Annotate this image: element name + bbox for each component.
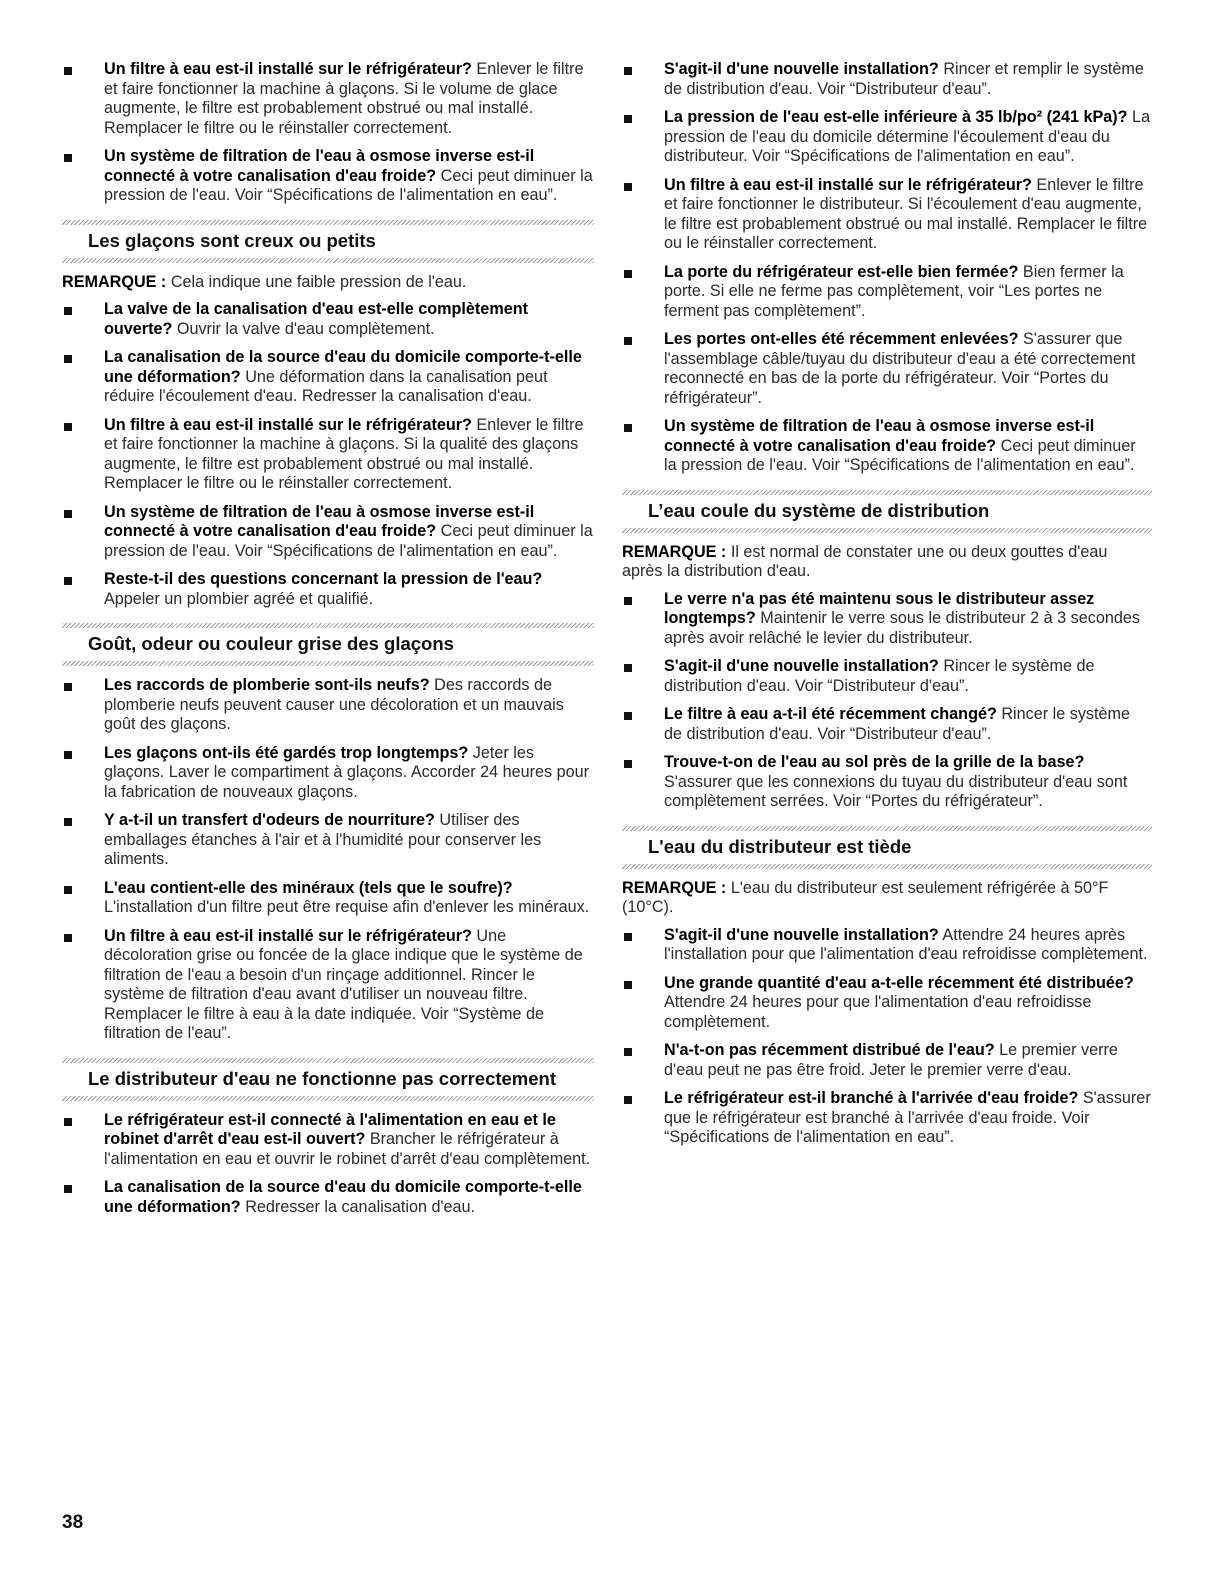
square-bullet-icon — [624, 424, 632, 432]
heading-bottom-rule — [62, 1096, 594, 1101]
item-answer: Maintenir le verre sous le distributeur 2 à 3 secondes après avoir relâché le levier du distributeur. — [664, 609, 1140, 647]
square-bullet-icon — [624, 712, 632, 720]
item-answer: Attendre 24 heures après l'installation pour que l'alimentation d'eau refroidisse complètement. — [664, 925, 1148, 963]
troubleshooting-item — [62, 1111, 594, 1170]
item-question: Un système de filtration de l'eau à osmose inverse est-il connecté à votre canalisation d'eau froide? — [104, 147, 535, 185]
item-question: La valve de la canalisation d'eau est-elle complètement ouverte? — [104, 300, 528, 338]
troubleshooting-item — [622, 417, 1152, 476]
item-question: S'agit-il d'une nouvelle installation? — [664, 925, 939, 944]
remark-label: REMARQUE : — [622, 878, 727, 897]
troubleshooting-item — [622, 926, 1152, 965]
square-bullet-icon — [624, 1096, 632, 1104]
troubleshooting-item — [62, 744, 594, 803]
item-question: S'agit-il d'une nouvelle installation? — [664, 60, 939, 78]
item-question: L'eau contient-elle des minéraux (tels que le soufre)? — [104, 878, 513, 897]
item-answer: Une déformation dans la canalisation peut réduire l'écoulement d'eau. Redresser la canalisation d'eau. — [104, 367, 548, 405]
square-bullet-icon — [624, 933, 632, 941]
troubleshooting-item — [62, 300, 594, 339]
item-question: Trouve-t-on de l'eau au sol près de la grille de la base? — [664, 753, 1085, 771]
item-question: Le réfrigérateur est-il connecté à l'alimentation en eau et le robinet d'arrêt d'eau est-il ouvert? — [104, 1110, 556, 1148]
section-heading-text: Les glaçons sont creux ou petits — [88, 229, 376, 251]
troubleshooting-item — [622, 263, 1152, 322]
item-answer: Appeler un plombier agréé et qualifié. — [104, 589, 374, 608]
item-question: Les raccords de plomberie sont-ils neufs? — [104, 676, 430, 694]
item-question: Les portes ont-elles été récemment enlevées? — [664, 330, 1019, 348]
item-question: La pression de l'eau est-elle inférieure à 35 lb/po² (241 kPa)? — [664, 108, 1128, 126]
square-bullet-icon — [624, 183, 632, 191]
section-heading — [622, 490, 1152, 533]
troubleshooting-item — [622, 974, 1152, 1033]
item-answer: S'assurer que les connexions du tuyau du distributeur d'eau sont complètement serrées. Voir “Portes du réfrigérateur”. — [664, 772, 1128, 810]
item-question: La canalisation de la source d'eau du domicile comporte-t-elle une déformation? — [104, 1178, 582, 1216]
item-answer: Attendre 24 heures pour que l'alimentation d'eau refroidisse complètement. — [664, 993, 1092, 1031]
item-question: Y a-t-il un transfert d'odeurs de nourriture? — [104, 811, 435, 829]
item-answer: Ceci peut diminuer la pression de l'eau. Voir “Spécifications de l'alimentation en eau”. — [104, 522, 593, 560]
item-answer: La pression de l'eau du domicile détermine l'écoulement d'eau du distributeur. Voir “Spécifications de l'alimentation en eau”. — [664, 108, 1151, 165]
square-bullet-icon — [624, 67, 632, 75]
troubleshooting-item — [622, 753, 1152, 812]
square-bullet-icon — [624, 337, 632, 345]
heading-bottom-rule — [62, 258, 594, 263]
item-question: N'a-t-on pas récemment distribué de l'eau? — [664, 1041, 995, 1059]
item-question: Une grande quantité d'eau a-t-elle récemment été distribuée? — [664, 973, 1134, 992]
item-answer: Enlever le filtre et faire fonctionner le distributeur. Si l'écoulement d'eau augmente, le filtre est probablement obstrué ou mal installé. Remplacer le filtre ou le réinstaller correctement. — [664, 175, 1148, 252]
troubleshooting-item — [62, 348, 594, 407]
section-heading — [622, 826, 1152, 869]
item-question: Reste-t-il des questions concernant la pression de l'eau? — [104, 570, 543, 588]
remark-text: Il est normal de constater une ou deux gouttes d'eau après la distribution d'eau. — [622, 542, 1108, 580]
square-bullet-icon — [624, 981, 632, 989]
troubleshooting-item — [62, 927, 594, 1044]
item-answer: Rincer le système de distribution d'eau. Voir “Distributeur d'eau”. — [664, 705, 1130, 743]
item-answer: Enlever le filtre et faire fonctionner la machine à glaçons. Si le volume de glace augmente, le filtre est probablement obstrué ou mal installé. Remplacer le filtre ou le réinstaller correctement. — [104, 60, 584, 137]
square-bullet-icon — [64, 355, 72, 363]
square-bullet-icon — [64, 934, 72, 942]
remark-text: L'eau du distributeur est seulement réfrigérée à 50°F (10°C). — [622, 878, 1109, 916]
square-bullet-icon — [624, 597, 632, 605]
item-question: Un filtre à eau est-il installé sur le réfrigérateur? — [104, 60, 472, 78]
remark-label: REMARQUE : — [62, 272, 167, 291]
remark-note — [622, 543, 1152, 582]
item-answer: Redresser la canalisation d'eau. — [240, 1197, 476, 1216]
square-bullet-icon — [624, 760, 632, 768]
troubleshooting-item — [62, 879, 594, 918]
remark-text: Cela indique une faible pression de l'eau. — [166, 272, 467, 291]
item-answer: S'assurer que l'assemblage câble/tuyau du distributeur d'eau a été correctement reconnecté en bas de la porte du réfrigérateur. Voir “Portes du réfrigérateur”. — [664, 330, 1136, 407]
square-bullet-icon — [64, 307, 72, 315]
item-answer: Enlever le filtre et faire fonctionner la machine à glaçons. Si la qualité des glaçons augmente, le filtre est probablement obstrué ou mal installé. Remplacer le filtre ou le réinstaller correctement. — [104, 415, 584, 492]
remark-note — [622, 879, 1152, 918]
square-bullet-icon — [64, 751, 72, 759]
item-answer: Ouvrir la valve d'eau complètement. — [172, 319, 435, 338]
square-bullet-icon — [624, 115, 632, 123]
page-number: 38 — [62, 1512, 84, 1533]
troubleshooting-item — [62, 503, 594, 562]
square-bullet-icon — [64, 67, 72, 75]
item-answer: Jeter les glaçons. Laver le compartiment à glaçons. Accorder 24 heures pour la fabrication de nouveaux glaçons. — [104, 743, 589, 801]
troubleshooting-item — [62, 570, 594, 609]
square-bullet-icon — [64, 818, 72, 826]
square-bullet-icon — [64, 1185, 72, 1193]
item-answer: Le premier verre d'eau peut ne pas être froid. Jeter le premier verre d'eau. — [664, 1041, 1118, 1079]
heading-bottom-rule — [622, 528, 1152, 533]
item-question: La porte du réfrigérateur est-elle bien fermée? — [664, 262, 1019, 281]
square-bullet-icon — [64, 423, 72, 431]
item-question: Un filtre à eau est-il installé sur le réfrigérateur? — [664, 175, 1032, 194]
troubleshooting-item — [622, 330, 1152, 408]
item-answer: Ceci peut diminuer la pression de l'eau. Voir “Spécifications de l'alimentation en eau”. — [664, 436, 1136, 474]
square-bullet-icon — [64, 1118, 72, 1126]
square-bullet-icon — [64, 683, 72, 691]
item-answer: S'assurer que le réfrigérateur est branché à l'arrivée d'eau froide. Voir “Spécifications de l'alimentation en eau”. — [664, 1089, 1151, 1146]
remark-note — [62, 273, 594, 293]
section-heading-text: Le distributeur d'eau ne fonctionne pas correctement — [88, 1067, 557, 1089]
square-bullet-icon — [624, 664, 632, 672]
troubleshooting-item — [62, 676, 594, 735]
item-answer: Brancher le réfrigérateur à l'alimentation en eau et ouvrir le robinet d'arrêt d'eau complètement. — [104, 1130, 591, 1168]
item-question: S'agit-il d'une nouvelle installation? — [664, 657, 939, 675]
item-question: La canalisation de la source d'eau du domicile comporte-t-elle une déformation? — [104, 348, 582, 386]
square-bullet-icon — [64, 886, 72, 894]
right-column — [622, 60, 1152, 1157]
item-question: Un système de filtration de l'eau à osmose inverse est-il connecté à votre canalisation d'eau froide? — [104, 502, 535, 540]
left-column — [62, 60, 594, 1226]
section-heading — [62, 623, 594, 666]
remark-label: REMARQUE : — [622, 542, 727, 561]
item-answer: Rincer le système de distribution d'eau. Voir “Distributeur d'eau”. — [664, 657, 1095, 695]
troubleshooting-item — [622, 1089, 1152, 1148]
square-bullet-icon — [624, 1048, 632, 1056]
item-answer: Rincer et remplir le système de distribution d'eau. Voir “Distributeur d'eau”. — [664, 60, 1144, 98]
troubleshooting-item — [622, 60, 1152, 99]
item-question: Un système de filtration de l'eau à osmose inverse est-il connecté à votre canalisation d'eau froide? — [664, 417, 1095, 455]
heading-bottom-rule — [62, 661, 594, 666]
heading-bottom-rule — [622, 864, 1152, 869]
troubleshooting-item — [622, 705, 1152, 744]
troubleshooting-item — [622, 176, 1152, 254]
item-question: Le filtre à eau a-t-il été récemment changé? — [664, 705, 997, 723]
troubleshooting-item — [62, 60, 594, 138]
item-answer: Des raccords de plomberie neufs peuvent causer une décoloration et un mauvais goût des glaçons. — [104, 676, 564, 733]
troubleshooting-item — [622, 590, 1152, 649]
troubleshooting-item — [62, 811, 594, 870]
square-bullet-icon — [64, 510, 72, 518]
item-question: Les glaçons ont-ils été gardés trop longtemps? — [104, 743, 469, 762]
troubleshooting-item — [62, 1178, 594, 1217]
square-bullet-icon — [64, 577, 72, 585]
troubleshooting-item — [62, 416, 594, 494]
section-heading — [62, 1058, 594, 1101]
troubleshooting-item — [622, 657, 1152, 696]
troubleshooting-item — [62, 147, 594, 206]
troubleshooting-item — [622, 108, 1152, 167]
square-bullet-icon — [624, 270, 632, 278]
section-heading-text: Goût, odeur ou couleur grise des glaçons — [88, 633, 454, 654]
square-bullet-icon — [64, 154, 72, 162]
item-question: Le réfrigérateur est-il branché à l'arrivée d'eau froide? — [664, 1089, 1079, 1107]
item-answer: Bien fermer la porte. Si elle ne ferme pas complètement, voir “Les portes ne ferment pas complètement”. — [664, 262, 1124, 320]
item-answer: L'installation d'un filtre peut être requise afin d'enlever les minéraux. — [104, 898, 590, 916]
troubleshooting-item — [622, 1041, 1152, 1080]
item-answer: Utiliser des emballages étanches à l'air et à l'humidité pour conserver les aliments. — [104, 811, 542, 868]
item-question: Un filtre à eau est-il installé sur le réfrigérateur? — [104, 415, 472, 434]
section-heading-text: L'eau du distributeur est tiède — [648, 835, 912, 857]
section-heading-text: L’eau coule du système de distribution — [648, 499, 990, 521]
item-answer: Ceci peut diminuer la pression de l'eau. Voir “Spécifications de l'alimentation en eau”. — [104, 166, 593, 204]
item-question: Le verre n'a pas été maintenu sous le distributeur assez longtemps? — [664, 589, 1095, 627]
section-heading — [62, 220, 594, 263]
item-question: Un filtre à eau est-il installé sur le réfrigérateur? — [104, 926, 472, 945]
item-answer: Une décoloration grise ou foncée de la glace indique que le système de filtration de l'eau a besoin d'un rinçage additionnel. Rincer le système de filtration d'eau avant d'utiliser un nouveau filtre. Remplacer le filtre à eau à la date indiquée. Voir “Système de filtration de l'eau”. — [104, 926, 583, 1042]
